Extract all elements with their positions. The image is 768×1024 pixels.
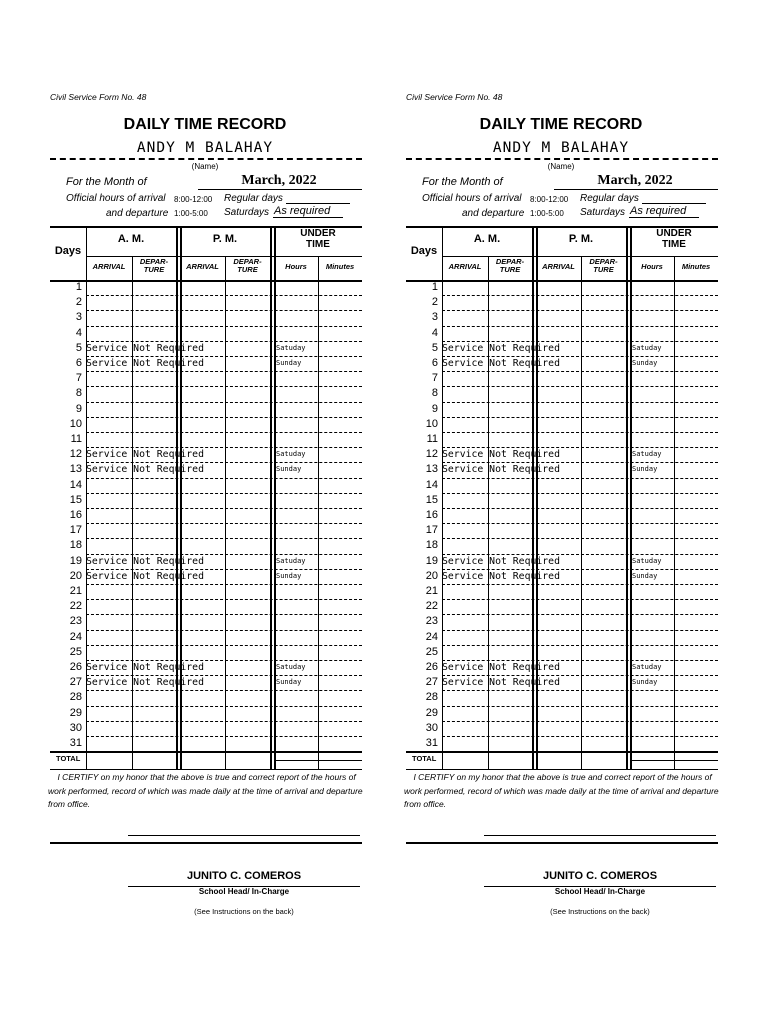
row-divider [442, 310, 718, 311]
total-top-border [406, 751, 718, 753]
row-divider [442, 706, 718, 707]
column-divider [318, 256, 319, 769]
day-number: 31 [69, 737, 82, 749]
row-divider [86, 736, 362, 737]
row-divider [442, 462, 718, 463]
row-divider [442, 447, 718, 448]
day-number: 13 [425, 463, 438, 476]
am-header: A. M. [473, 233, 501, 245]
row-divider [86, 310, 362, 311]
row-divider [442, 386, 718, 387]
am-arrival-header: ARRIVAL [92, 262, 126, 271]
weekend-note: Satuday [632, 556, 662, 565]
day-number: 30 [69, 721, 82, 734]
weekend-note: Sunday [276, 571, 302, 580]
service-not-required-text: Service Not Required [86, 342, 204, 354]
row-divider [442, 660, 718, 661]
row-divider [442, 432, 718, 433]
row-divider [86, 538, 362, 539]
service-not-required-text: Service Not Required [86, 464, 204, 476]
month-label: For the Month of [422, 176, 503, 188]
head-name: JUNITO C. COMEROS [542, 870, 658, 882]
day-number: 14 [425, 478, 438, 491]
weekend-note: Sunday [276, 678, 302, 687]
row-divider [86, 326, 362, 327]
row-divider [86, 721, 362, 722]
subheader-line [86, 256, 362, 257]
day-number: 12 [69, 448, 82, 461]
day-number: 9 [431, 402, 438, 415]
pm-arrival-header: ARRIVAL [542, 262, 575, 271]
head-role: School Head/ In-Charge [198, 887, 290, 896]
am-departure-header: DEPAR- TURE [139, 257, 169, 274]
regular-days-label: Regular days [580, 193, 639, 204]
day-number: 21 [425, 585, 438, 597]
column-divider [581, 256, 582, 769]
day-number: 5 [431, 341, 438, 354]
row-divider [86, 386, 362, 387]
service-not-required-text: Service Not Required [86, 449, 204, 461]
day-number: 7 [431, 372, 438, 385]
day-number: 3 [431, 311, 438, 324]
column-divider [225, 256, 226, 769]
row-divider [442, 508, 718, 509]
column-divider [626, 226, 628, 769]
day-number: 21 [69, 585, 82, 597]
day-number: 22 [425, 600, 438, 613]
service-not-required-text: Service Not Required [442, 677, 560, 689]
row-divider [86, 447, 362, 448]
row-divider [86, 554, 362, 555]
weekend-note: Sunday [632, 359, 658, 367]
day-number: 3 [75, 311, 82, 324]
day-number: 28 [69, 691, 82, 704]
saturdays-value: As required [630, 205, 687, 217]
subheader-line [442, 256, 718, 257]
column-divider [274, 226, 276, 769]
header-bottom-border [50, 280, 362, 282]
day-number: 19 [69, 554, 82, 567]
weekend-note: Satuday [632, 450, 662, 459]
day-number: 24 [425, 630, 438, 643]
row-divider [442, 417, 718, 418]
am-header: A. M. [117, 233, 145, 245]
certify-statement: I CERTIFY on my honor that the above is true and correct report of the hours of work performed, record of which was made daily at the time of arrival and departure from office. [48, 772, 363, 809]
service-not-required-text: Service Not Required [442, 662, 560, 673]
service-not-required-text: Service Not Required [86, 662, 204, 673]
form-title: DAILY TIME RECORD [123, 116, 287, 133]
hours-header: Hours [641, 262, 663, 271]
day-number: 1 [75, 281, 82, 293]
name-dashed-line [406, 158, 718, 160]
row-divider [86, 417, 362, 418]
official-hours-am: 8:00-12:00 [530, 195, 569, 204]
row-divider [442, 326, 718, 327]
row-divider [442, 538, 718, 539]
row-divider [86, 645, 362, 646]
dtr-form-right [404, 0, 724, 1024]
row-divider [442, 341, 718, 342]
weekend-note: Sunday [276, 465, 302, 474]
weekend-note: Satuday [276, 450, 306, 459]
day-number: 11 [426, 433, 438, 445]
month-underline [198, 189, 362, 190]
day-number: 4 [75, 326, 82, 339]
head-name: JUNITO C. COMEROS [186, 870, 302, 882]
name-dashed-line [50, 158, 362, 160]
day-number: 18 [69, 539, 82, 552]
days-header: Days [410, 245, 438, 257]
column-divider [488, 256, 489, 769]
pm-arrival-header: ARRIVAL [186, 262, 219, 271]
day-number: 1 [431, 281, 438, 293]
day-number: 29 [69, 706, 82, 719]
weekend-note: Satuday [276, 343, 306, 352]
day-number: 7 [75, 372, 82, 385]
form-number: Civil Service Form No. 48 [406, 92, 503, 102]
day-number: 14 [69, 478, 82, 491]
instructions-note: (See Instructions on the back) [550, 907, 650, 916]
service-not-required-text: Service Not Required [442, 342, 560, 354]
day-number: 4 [431, 326, 438, 339]
day-number: 24 [69, 630, 82, 643]
row-divider [86, 660, 362, 661]
day-number: 15 [425, 493, 438, 506]
row-divider [86, 706, 362, 707]
day-number: 9 [75, 402, 82, 415]
dtr-form-left [48, 0, 368, 1024]
weekend-note: Satuday [276, 663, 306, 671]
pm-header: P. M. [568, 233, 594, 245]
saturdays-line [273, 217, 343, 218]
saturdays-value: As required [274, 205, 331, 217]
head-role: School Head/ In-Charge [554, 887, 646, 896]
weekend-note: Sunday [632, 678, 658, 687]
official-hours-label: Official hours of arrival [66, 193, 166, 204]
day-number: 18 [425, 539, 438, 552]
row-divider [442, 584, 718, 585]
row-divider [442, 295, 718, 296]
row-divider [442, 599, 718, 600]
day-number: 10 [425, 417, 438, 430]
row-divider [442, 675, 718, 676]
service-not-required-text: Service Not Required [442, 570, 560, 582]
saturdays-line [629, 217, 699, 218]
regular-days-line [642, 203, 706, 204]
total-label: TOTAL [412, 754, 437, 764]
day-number: 6 [75, 357, 82, 369]
column-divider [630, 226, 632, 769]
form-number: Civil Service Form No. 48 [50, 92, 147, 102]
row-divider [442, 371, 718, 372]
day-number: 10 [69, 417, 82, 430]
saturdays-label: Saturdays [580, 207, 626, 218]
official-hours-pm: 1:00-5:00 [530, 209, 564, 218]
month-value: March, 2022 [241, 173, 317, 188]
day-number: 13 [69, 463, 82, 476]
day-number: 16 [69, 509, 82, 521]
weekend-note: Satuday [632, 663, 662, 671]
row-divider [86, 508, 362, 509]
row-divider [86, 614, 362, 615]
form-title: DAILY TIME RECORD [479, 116, 643, 133]
day-number: 16 [425, 509, 438, 521]
row-divider [442, 690, 718, 691]
day-number: 6 [431, 357, 438, 369]
row-divider [442, 493, 718, 494]
day-number: 23 [69, 615, 82, 628]
row-divider [86, 462, 362, 463]
name-caption: (Name) [547, 162, 575, 171]
saturdays-label: Saturdays [224, 207, 270, 218]
row-divider [86, 371, 362, 372]
weekend-note: Satuday [276, 556, 306, 565]
row-divider [86, 630, 362, 631]
day-number: 30 [425, 721, 438, 734]
month-label: For the Month of [66, 176, 147, 188]
dtr-table [406, 226, 718, 769]
month-underline [554, 189, 718, 190]
departure-label: and departure [462, 208, 525, 219]
weekend-note: Sunday [276, 359, 302, 367]
separator-line [406, 842, 718, 844]
regular-days-line [286, 203, 350, 204]
row-divider [442, 736, 718, 737]
row-divider [442, 356, 718, 357]
regular-days-label: Regular days [224, 193, 283, 204]
row-divider [86, 295, 362, 296]
row-divider [86, 402, 362, 403]
day-number: 17 [425, 524, 438, 537]
official-hours-pm: 1:00-5:00 [174, 209, 208, 218]
total-label: TOTAL [56, 754, 81, 764]
day-number: 23 [425, 615, 438, 628]
row-divider [442, 478, 718, 479]
official-hours-am: 8:00-12:00 [174, 195, 213, 204]
weekend-note: Satuday [632, 343, 662, 352]
separator-line [50, 842, 362, 844]
row-divider [442, 721, 718, 722]
day-number: 17 [69, 524, 82, 537]
column-divider [270, 226, 272, 769]
day-number: 19 [425, 554, 438, 567]
row-divider [442, 614, 718, 615]
day-number: 11 [70, 433, 82, 445]
service-not-required-text: Service Not Required [86, 677, 204, 689]
day-number: 12 [425, 448, 438, 461]
weekend-note: Sunday [632, 465, 658, 474]
month-value: March, 2022 [597, 173, 673, 188]
day-number: 15 [69, 493, 82, 506]
employee-signature-line [484, 835, 716, 836]
row-divider [86, 341, 362, 342]
dtr-table [50, 226, 362, 769]
day-number: 20 [69, 569, 82, 582]
name-caption: (Name) [191, 162, 219, 171]
day-number: 26 [425, 661, 438, 673]
day-number: 2 [75, 296, 82, 309]
row-divider [442, 569, 718, 570]
service-not-required-text: Service Not Required [442, 449, 560, 461]
row-divider [442, 630, 718, 631]
minutes-header: Minutes [325, 262, 355, 271]
day-number: 28 [425, 691, 438, 704]
day-number: 20 [425, 569, 438, 582]
undertime-header: UNDER TIME [656, 228, 692, 250]
day-number: 25 [425, 645, 438, 658]
am-departure-header: DEPAR- TURE [495, 257, 525, 274]
row-divider [86, 493, 362, 494]
day-number: 5 [75, 341, 82, 354]
service-not-required-text: Service Not Required [442, 464, 560, 476]
employee-name: ANDY M BALAHAY [136, 140, 274, 156]
row-divider [86, 523, 362, 524]
column-divider [674, 256, 675, 769]
header-bottom-border [406, 280, 718, 282]
am-arrival-header: ARRIVAL [448, 262, 482, 271]
weekend-note: Sunday [632, 571, 658, 580]
minutes-header: Minutes [681, 262, 711, 271]
day-number: 25 [69, 645, 82, 658]
row-divider [86, 478, 362, 479]
day-number: 27 [425, 676, 438, 689]
undertime-header: UNDER TIME [300, 228, 336, 250]
row-divider [442, 645, 718, 646]
certify-statement: I CERTIFY on my honor that the above is true and correct report of the hours of work performed, record of which was made daily at the time of arrival and departure from office. [404, 772, 719, 809]
day-number: 29 [425, 706, 438, 719]
service-not-required-text: Service Not Required [86, 358, 204, 369]
instructions-note: (See Instructions on the back) [194, 907, 294, 916]
column-divider [132, 256, 133, 769]
pm-header: P. M. [212, 233, 238, 245]
departure-label: and departure [106, 208, 169, 219]
row-divider [86, 599, 362, 600]
employee-signature-line [128, 835, 360, 836]
row-divider [86, 356, 362, 357]
row-divider [86, 690, 362, 691]
service-not-required-text: Service Not Required [86, 555, 204, 567]
service-not-required-text: Service Not Required [86, 570, 204, 582]
official-hours-label: Official hours of arrival [422, 193, 522, 204]
row-divider [86, 569, 362, 570]
hours-header: Hours [285, 262, 307, 271]
pm-departure-header: DEPAR- TURE [589, 257, 618, 274]
row-divider [442, 523, 718, 524]
row-divider [86, 584, 362, 585]
day-number: 8 [431, 387, 438, 400]
service-not-required-text: Service Not Required [442, 555, 560, 567]
row-divider [86, 432, 362, 433]
total-top-border [50, 751, 362, 753]
day-number: 8 [75, 387, 82, 400]
pm-departure-header: DEPAR- TURE [233, 257, 262, 274]
day-number: 22 [69, 600, 82, 613]
days-header: Days [54, 245, 82, 257]
day-number: 27 [69, 676, 82, 689]
certify-text [48, 771, 368, 812]
row-divider [442, 402, 718, 403]
service-not-required-text: Service Not Required [442, 358, 560, 369]
certify-text [404, 771, 724, 812]
employee-name: ANDY M BALAHAY [492, 140, 630, 156]
day-number: 26 [69, 661, 82, 673]
row-divider [86, 675, 362, 676]
day-number: 31 [425, 737, 438, 749]
day-number: 2 [431, 296, 438, 309]
row-divider [442, 554, 718, 555]
